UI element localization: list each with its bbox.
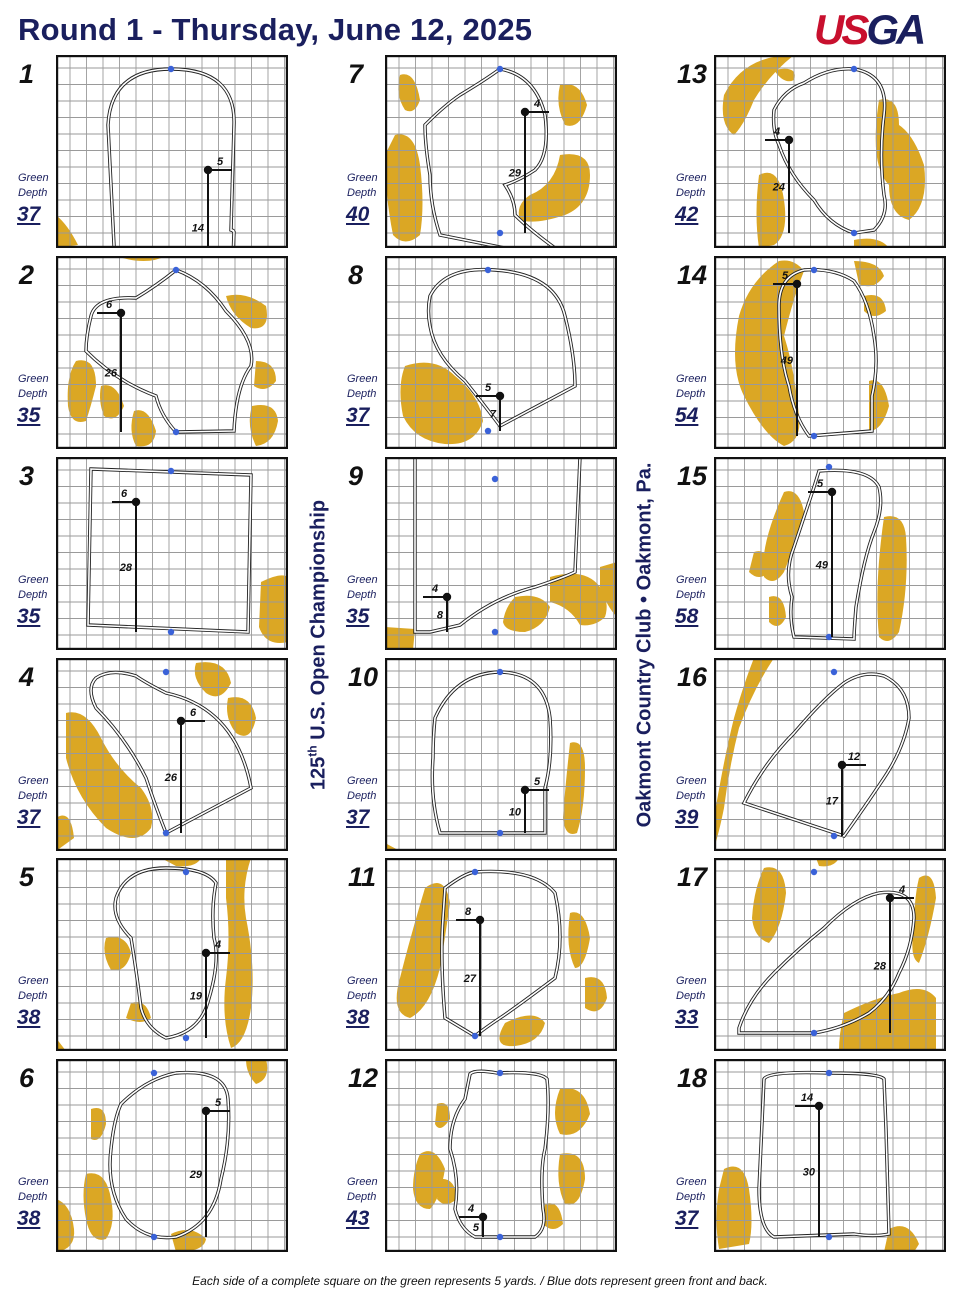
side-distance-label: 5 bbox=[533, 776, 541, 788]
hole-location-pin bbox=[886, 894, 894, 902]
hole-panel-18 bbox=[676, 1059, 960, 1254]
hole-number: 13 bbox=[677, 59, 708, 89]
green-depth-value: 37 bbox=[17, 806, 41, 829]
hole-number: 8 bbox=[348, 260, 364, 290]
green-depth-value: 40 bbox=[346, 203, 370, 226]
green-front-dot bbox=[811, 1030, 817, 1036]
side-distance-label: 5 bbox=[214, 1097, 222, 1109]
hole-panel-10 bbox=[347, 658, 657, 853]
green-back-dot bbox=[497, 669, 503, 675]
hole-location-pin bbox=[496, 392, 504, 400]
green-front-dot bbox=[497, 230, 503, 236]
green-front-dot bbox=[851, 230, 857, 236]
side-distance-label: 12 bbox=[847, 751, 861, 763]
green-diagram bbox=[385, 658, 617, 851]
green-depth-value: 42 bbox=[675, 203, 699, 226]
green-front-dot bbox=[497, 1234, 503, 1240]
hole-panel-2 bbox=[18, 256, 328, 451]
green-depth-value: 33 bbox=[675, 1006, 699, 1029]
green-front-dot bbox=[151, 1234, 157, 1240]
green-back-dot bbox=[851, 66, 857, 72]
hole-number: 17 bbox=[677, 862, 708, 892]
green-front-dot bbox=[826, 1234, 832, 1240]
green-depth-label: Depth bbox=[676, 990, 706, 1002]
hole-panel-5 bbox=[18, 858, 328, 1053]
green-depth-label: Green bbox=[347, 373, 378, 385]
green-front-dot bbox=[173, 429, 179, 435]
front-distance-label: 29 bbox=[189, 1169, 202, 1181]
green-front-dot bbox=[472, 1033, 478, 1039]
hole-panel-16 bbox=[676, 658, 960, 853]
hole-location-pin bbox=[132, 498, 140, 506]
front-distance-label: 49 bbox=[780, 355, 793, 367]
hole-panel-15 bbox=[676, 457, 960, 652]
hole-number: 11 bbox=[348, 862, 377, 892]
green-diagram bbox=[714, 55, 946, 248]
front-distance-label: 7 bbox=[489, 408, 496, 421]
green-depth-label: Depth bbox=[676, 187, 706, 199]
hole-number: 12 bbox=[348, 1063, 379, 1093]
front-distance-label: 29 bbox=[508, 167, 521, 180]
green-diagram bbox=[56, 256, 288, 449]
hole-panel-3 bbox=[18, 457, 328, 652]
green-front-dot bbox=[497, 830, 503, 836]
front-distance-label: 30 bbox=[802, 1166, 815, 1179]
green-back-dot bbox=[831, 669, 837, 675]
green-depth-label: Green bbox=[18, 775, 49, 787]
hole-panel-13 bbox=[676, 55, 960, 250]
hole-panel-7 bbox=[347, 55, 657, 250]
green-depth-label: Depth bbox=[18, 990, 48, 1002]
championship-label: 125th U.S. Open Championship bbox=[305, 499, 330, 791]
front-distance-label: 26 bbox=[104, 367, 117, 380]
green-depth-label: Green bbox=[676, 172, 707, 184]
green-front-dot bbox=[811, 433, 817, 439]
hole-number: 9 bbox=[348, 461, 364, 491]
green-depth-label: Depth bbox=[347, 187, 377, 199]
hole-number: 18 bbox=[677, 1063, 708, 1093]
green-diagram bbox=[56, 858, 288, 1051]
green-diagram bbox=[385, 858, 617, 1051]
hole-number: 16 bbox=[677, 662, 708, 692]
green-depth-label: Green bbox=[347, 975, 378, 987]
green-depth-label: Depth bbox=[18, 187, 48, 199]
green-depth-value: 35 bbox=[17, 605, 41, 628]
green-diagram bbox=[56, 658, 288, 851]
hole-location-pin bbox=[793, 280, 801, 288]
hole-number: 14 bbox=[677, 260, 708, 290]
green-front-dot bbox=[163, 830, 169, 836]
green-front-dot bbox=[492, 629, 498, 635]
hole-panel-14 bbox=[676, 256, 960, 451]
front-distance-label: 19 bbox=[189, 990, 202, 1003]
green-depth-label: Green bbox=[18, 1176, 49, 1188]
hole-panel-17 bbox=[676, 858, 960, 1053]
hole-number: 1 bbox=[19, 59, 35, 89]
green-depth-label: Green bbox=[18, 172, 49, 184]
green-depth-label: Green bbox=[676, 574, 707, 586]
green-depth-label: Depth bbox=[347, 388, 377, 400]
hole-location-pin bbox=[476, 916, 484, 924]
green-depth-label: Depth bbox=[18, 1191, 48, 1203]
side-distance-label: 6 bbox=[189, 707, 197, 719]
hole-location-pin bbox=[521, 786, 529, 794]
side-distance-label: 6 bbox=[105, 299, 113, 311]
side-distance-label: 4 bbox=[214, 939, 222, 951]
front-distance-label: 28 bbox=[119, 562, 132, 574]
hole-number: 5 bbox=[19, 862, 35, 892]
green-depth-value: 35 bbox=[346, 605, 370, 628]
green-back-dot bbox=[151, 1070, 157, 1076]
green-depth-value: 37 bbox=[346, 404, 370, 427]
front-distance-label: 5 bbox=[472, 1222, 479, 1234]
side-distance-label: 4 bbox=[533, 98, 541, 110]
front-distance-label: 17 bbox=[825, 795, 838, 808]
hole-panel-4 bbox=[18, 658, 328, 853]
green-depth-label: Green bbox=[676, 975, 707, 987]
side-distance-label: 5 bbox=[816, 478, 824, 490]
green-back-dot bbox=[472, 869, 478, 875]
side-distance-label: 4 bbox=[773, 126, 781, 138]
side-distance-label: 4 bbox=[431, 583, 439, 595]
usga-logo: USGA bbox=[814, 6, 924, 53]
venue-label: Oakmont Country Club • Oakmont, Pa. bbox=[633, 462, 656, 828]
green-back-dot bbox=[497, 66, 503, 72]
hole-location-pin bbox=[204, 166, 212, 174]
green-depth-value: 38 bbox=[17, 1207, 41, 1230]
green-diagram bbox=[714, 658, 946, 851]
green-depth-label: Green bbox=[347, 1176, 378, 1188]
green-depth-label: Green bbox=[18, 373, 49, 385]
green-back-dot bbox=[485, 267, 491, 273]
green-back-dot bbox=[497, 1070, 503, 1076]
green-depth-label: Green bbox=[18, 574, 49, 586]
green-front-dot bbox=[168, 629, 174, 635]
green-depth-value: 37 bbox=[675, 1207, 699, 1230]
green-depth-label: Green bbox=[18, 975, 49, 987]
green-depth-value: 43 bbox=[346, 1207, 370, 1230]
green-depth-label: Depth bbox=[347, 589, 377, 601]
green-back-dot bbox=[163, 669, 169, 675]
green-depth-label: Green bbox=[347, 775, 378, 787]
bunker bbox=[385, 627, 415, 650]
green-back-dot bbox=[811, 869, 817, 875]
hole-number: 6 bbox=[19, 1063, 35, 1093]
green-depth-label: Depth bbox=[347, 990, 377, 1002]
side-distance-label: 4 bbox=[467, 1203, 475, 1215]
front-distance-label: 49 bbox=[815, 559, 828, 572]
green-depth-label: Depth bbox=[676, 589, 706, 601]
green-diagram bbox=[385, 457, 617, 650]
hole-location-pin bbox=[479, 1213, 487, 1221]
green-depth-label: Green bbox=[676, 1176, 707, 1188]
hole-panel-11 bbox=[347, 858, 657, 1053]
side-distance-label: 6 bbox=[120, 488, 128, 500]
green-diagram bbox=[385, 256, 617, 449]
front-distance-label: 28 bbox=[873, 960, 886, 973]
hole-location-pin bbox=[117, 309, 125, 317]
side-distance-label: 4 bbox=[898, 884, 906, 896]
green-depth-value: 58 bbox=[675, 605, 699, 628]
green-diagram bbox=[56, 457, 288, 650]
side-distance-label: 14 bbox=[800, 1092, 814, 1104]
green-back-dot bbox=[168, 66, 174, 72]
hole-number: 7 bbox=[348, 59, 364, 89]
green-diagram bbox=[385, 55, 617, 248]
hole-number: 15 bbox=[677, 461, 708, 491]
hole-number: 3 bbox=[19, 461, 35, 491]
side-distance-label: 8 bbox=[464, 906, 472, 918]
green-diagram bbox=[714, 1059, 946, 1252]
footnote: Each side of a complete square on the green represents 5 yards. / Blue dots represent green front and back. bbox=[192, 1274, 768, 1288]
hole-location-pin bbox=[838, 761, 846, 769]
green-front-dot bbox=[183, 1035, 189, 1041]
green-back-dot bbox=[173, 267, 179, 273]
green-diagram bbox=[714, 457, 946, 650]
front-distance-label: 27 bbox=[463, 973, 476, 985]
page-title: Round 1 - Thursday, June 12, 2025 bbox=[18, 12, 533, 47]
green-depth-value: 37 bbox=[346, 806, 370, 829]
hole-panel-6 bbox=[18, 1059, 328, 1254]
green-depth-label: Depth bbox=[18, 790, 48, 802]
green-front-dot bbox=[831, 833, 837, 839]
front-distance-label: 8 bbox=[436, 609, 443, 622]
green-back-dot bbox=[826, 1070, 832, 1076]
green-front-dot bbox=[485, 428, 491, 434]
green-depth-value: 39 bbox=[675, 806, 699, 829]
hole-panel-12 bbox=[347, 1059, 657, 1254]
hole-location-pin bbox=[785, 136, 793, 144]
hole-location-pin bbox=[443, 593, 451, 601]
green-diagram bbox=[56, 55, 288, 248]
green-depth-label: Depth bbox=[676, 790, 706, 802]
green-diagram bbox=[714, 858, 946, 1051]
green-diagram bbox=[714, 256, 946, 449]
green-depth-label: Depth bbox=[676, 388, 706, 400]
side-distance-label: 5 bbox=[216, 156, 224, 168]
front-distance-label: 10 bbox=[508, 806, 521, 819]
green-diagram bbox=[385, 1059, 617, 1252]
green-depth-label: Depth bbox=[18, 388, 48, 400]
front-distance-label: 26 bbox=[164, 772, 177, 784]
hole-number: 4 bbox=[19, 662, 35, 692]
green-depth-value: 54 bbox=[675, 404, 699, 427]
green-depth-label: Green bbox=[676, 373, 707, 385]
hole-location-pin bbox=[177, 717, 185, 725]
hole-panel-9 bbox=[347, 457, 657, 652]
front-distance-label: 14 bbox=[191, 222, 204, 235]
green-depth-label: Depth bbox=[347, 1191, 377, 1203]
green-depth-value: 35 bbox=[17, 404, 41, 427]
green-depth-label: Green bbox=[347, 172, 378, 184]
green-depth-value: 38 bbox=[17, 1006, 41, 1029]
hole-number: 10 bbox=[348, 662, 379, 692]
green-depth-label: Green bbox=[347, 574, 378, 586]
green-back-dot bbox=[811, 267, 817, 273]
green-depth-value: 37 bbox=[17, 203, 41, 226]
hole-location-pin bbox=[521, 108, 529, 116]
side-distance-label: 5 bbox=[781, 270, 789, 282]
green-diagram bbox=[56, 1059, 288, 1252]
green-depth-label: Depth bbox=[18, 589, 48, 601]
green-back-dot bbox=[183, 869, 189, 875]
green-depth-value: 38 bbox=[346, 1006, 370, 1029]
hole-location-pin bbox=[828, 488, 836, 496]
hole-panel-1 bbox=[18, 55, 328, 250]
green-back-dot bbox=[168, 468, 174, 474]
hole-panel-8 bbox=[347, 256, 657, 451]
hole-location-pin bbox=[815, 1102, 823, 1110]
green-depth-label: Depth bbox=[676, 1191, 706, 1203]
hole-location-pin bbox=[202, 949, 210, 957]
hole-number: 2 bbox=[19, 260, 35, 290]
hole-location-pin bbox=[202, 1107, 210, 1115]
green-depth-label: Green bbox=[676, 775, 707, 787]
green-depth-label: Depth bbox=[347, 790, 377, 802]
front-distance-label: 24 bbox=[772, 181, 785, 194]
side-distance-label: 5 bbox=[484, 382, 492, 394]
green-back-dot bbox=[492, 476, 498, 482]
green-back-dot bbox=[826, 464, 832, 470]
